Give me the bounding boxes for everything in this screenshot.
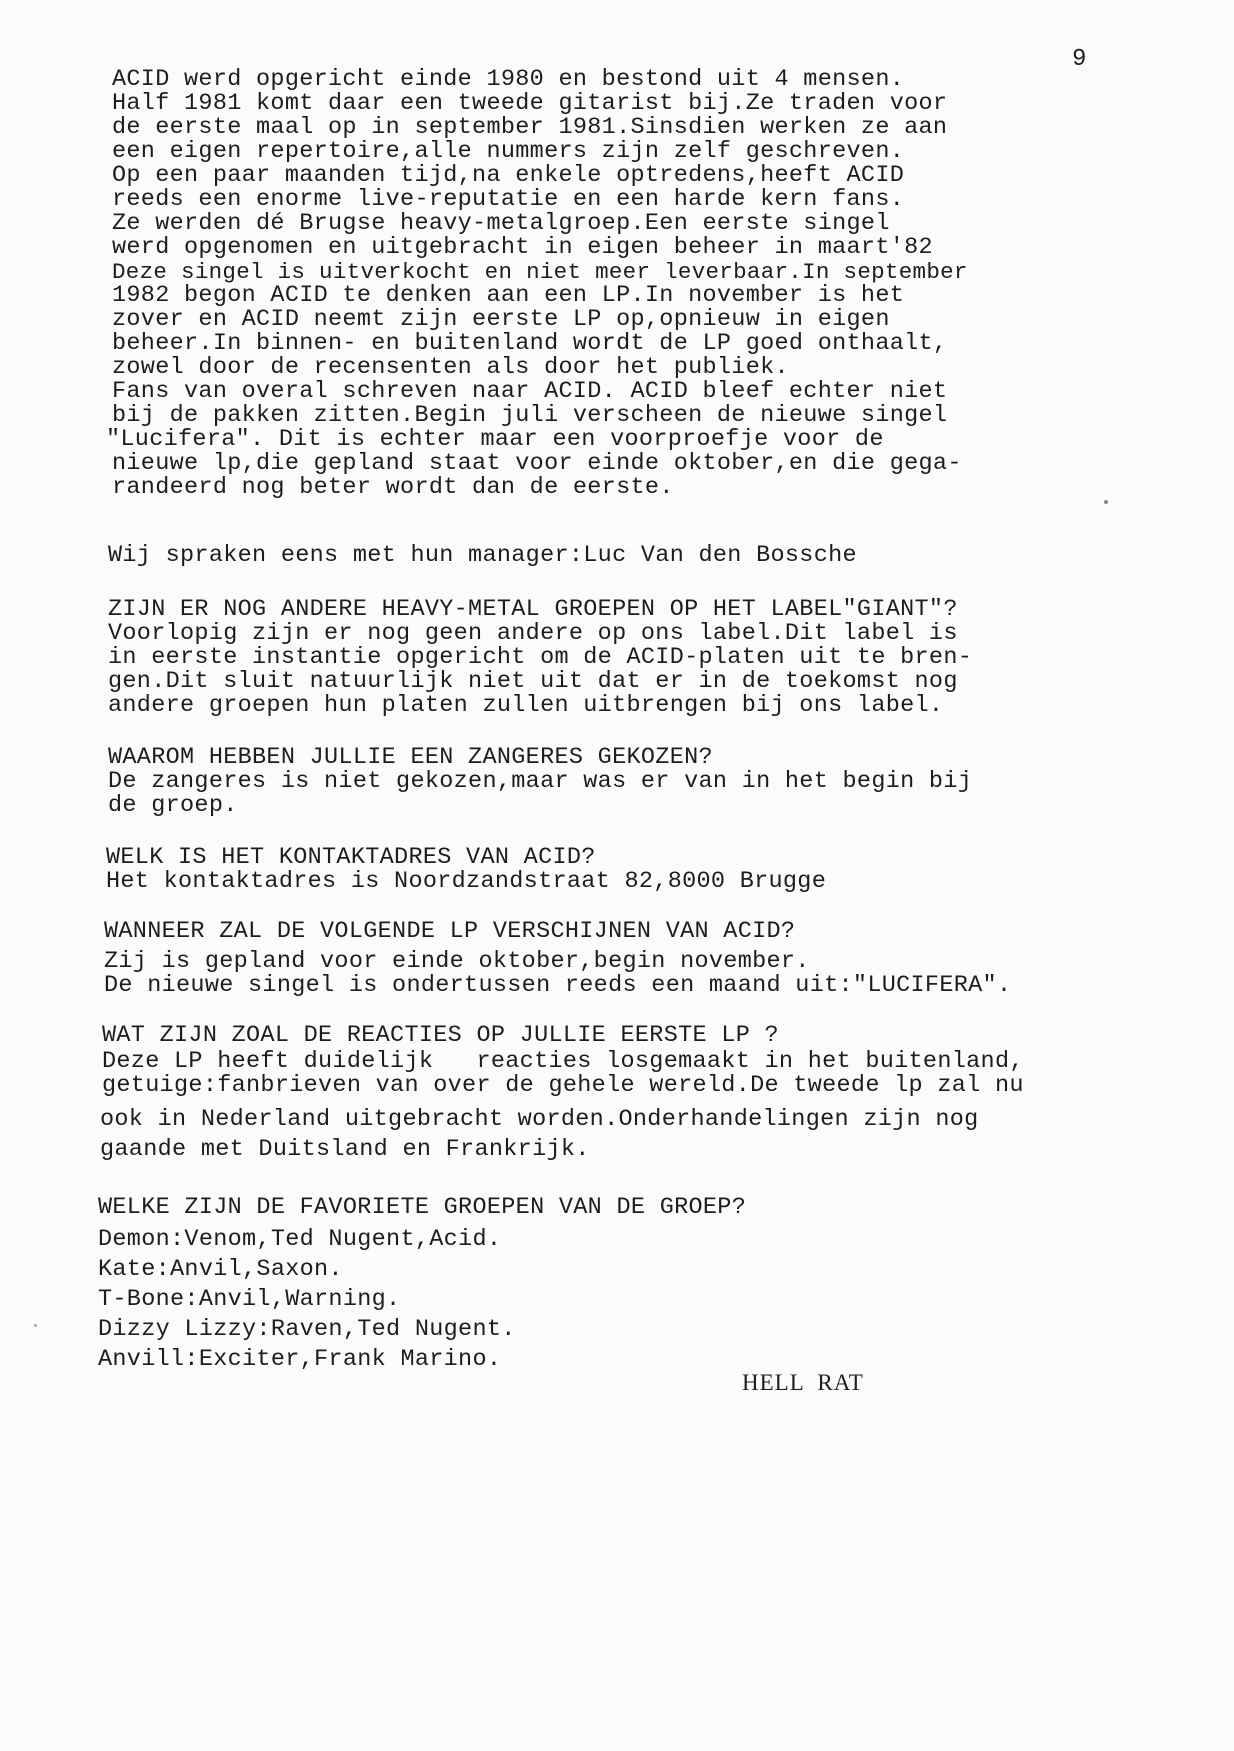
interview-answer-line: ook in Nederland uitgebracht worden.Onderhandelingen zijn nog: [100, 1106, 979, 1133]
intro-line: een eigen repertoire,alle nummers zijn zelf geschreven.: [112, 138, 905, 165]
interview-question: WELKE ZIJN DE FAVORIETE GROEPEN VAN DE GROEP?: [98, 1194, 747, 1221]
intro-line: Half 1981 komt daar een tweede gitarist bij.Ze traden voor: [112, 90, 948, 117]
interview-answer-line: in eerste instantie opgericht om de ACID-platen uit te bren-: [108, 644, 973, 671]
intro-line: "Lucifera". Dit is echter maar een voorproefje voor de: [106, 426, 884, 453]
intro-line: beheer.In binnen- en buitenland wordt de LP goed onthaalt,: [112, 330, 948, 357]
interview-question: WAT ZIJN ZOAL DE REACTIES OP JULLIE EERSTE LP ?: [102, 1022, 779, 1049]
manager-line: Wij spraken eens met hun manager:Luc Van den Bossche: [108, 542, 857, 569]
intro-line: Fans van overal schreven naar ACID. ACID bleef echter niet: [112, 378, 948, 405]
interview-question: WANNEER ZAL DE VOLGENDE LP VERSCHIJNEN VAN ACID?: [104, 918, 796, 945]
interview-answer-line: Zij is gepland voor einde oktober,begin november.: [104, 948, 810, 975]
interview-answer-line: Het kontaktadres is Noordzandstraat 82,8000 Brugge: [106, 868, 827, 895]
intro-line: nieuwe lp,die gepland staat voor einde oktober,en die gega-: [112, 450, 962, 477]
intro-line: Ze werden dé Brugse heavy-metalgroep.Een eerste singel: [112, 210, 890, 237]
favorite-groups-line: Kate:Anvil,Saxon.: [98, 1256, 343, 1283]
intro-line: werd opgenomen en uitgebracht in eigen beheer in maart'82: [112, 234, 933, 261]
author-signature: HELL RAT: [742, 1370, 864, 1395]
intro-line: Op een paar maanden tijd,na enkele optredens,heeft ACID: [112, 162, 905, 189]
intro-line: Deze singel is uitverkocht en niet meer leverbaar.In september: [112, 259, 968, 285]
interview-answer-line: andere groepen hun platen zullen uitbrengen bij ons label.: [108, 692, 944, 719]
favorite-groups-line: T-Bone:Anvil,Warning.: [98, 1286, 401, 1313]
page-number: 9: [1072, 46, 1087, 73]
interview-answer-line: Voorlopig zijn er nog geen andere op ons label.Dit label is: [108, 620, 958, 647]
intro-line: bij de pakken zitten.Begin juli verscheen de nieuwe singel: [112, 402, 948, 429]
favorite-groups-line: Dizzy Lizzy:Raven,Ted Nugent.: [98, 1316, 516, 1343]
interview-question: ZIJN ER NOG ANDERE HEAVY-METAL GROEPEN OP HET LABEL"GIANT"?: [108, 596, 958, 623]
interview-answer-line: de groep.: [108, 792, 238, 819]
interview-question: WELK IS HET KONTAKTADRES VAN ACID?: [106, 844, 596, 871]
favorite-groups-line: Demon:Venom,Ted Nugent,Acid.: [98, 1226, 502, 1253]
interview-answer-line: gen.Dit sluit natuurlijk niet uit dat er in de toekomst nog: [108, 668, 958, 695]
favorite-groups-line: Anvill:Exciter,Frank Marino.: [98, 1346, 502, 1373]
intro-line: randeerd nog beter wordt dan de eerste.: [112, 474, 674, 501]
intro-line: zover en ACID neemt zijn eerste LP op,opnieuw in eigen: [112, 306, 890, 333]
interview-answer-line: gaande met Duitsland en Frankrijk.: [100, 1136, 590, 1163]
interview-answer-line: De nieuwe singel is ondertussen reeds een maand uit:"LUCIFERA".: [104, 972, 1012, 999]
paper-speck: [34, 1324, 37, 1327]
intro-line: de eerste maal op in september 1981.Sinsdien werken ze aan: [112, 114, 948, 141]
paper-speck: [1104, 500, 1108, 504]
intro-line: 1982 begon ACID te denken aan een LP.In november is het: [112, 282, 905, 309]
intro-line: ACID werd opgericht einde 1980 en bestond uit 4 mensen.: [112, 66, 905, 93]
intro-line: reeds een enorme live-reputatie en een harde kern fans.: [112, 186, 905, 213]
intro-line: zowel door de recensenten als door het publiek.: [112, 354, 789, 381]
interview-question: WAAROM HEBBEN JULLIE EEN ZANGERES GEKOZEN?: [108, 744, 713, 771]
interview-answer-line: getuige:fanbrieven van over de gehele wereld.De tweede lp zal nu: [102, 1072, 1024, 1099]
interview-answer-line: Deze LP heeft duidelijk reacties losgemaakt in het buitenland,: [102, 1048, 1024, 1075]
interview-answer-line: De zangeres is niet gekozen,maar was er van in het begin bij: [108, 768, 973, 795]
